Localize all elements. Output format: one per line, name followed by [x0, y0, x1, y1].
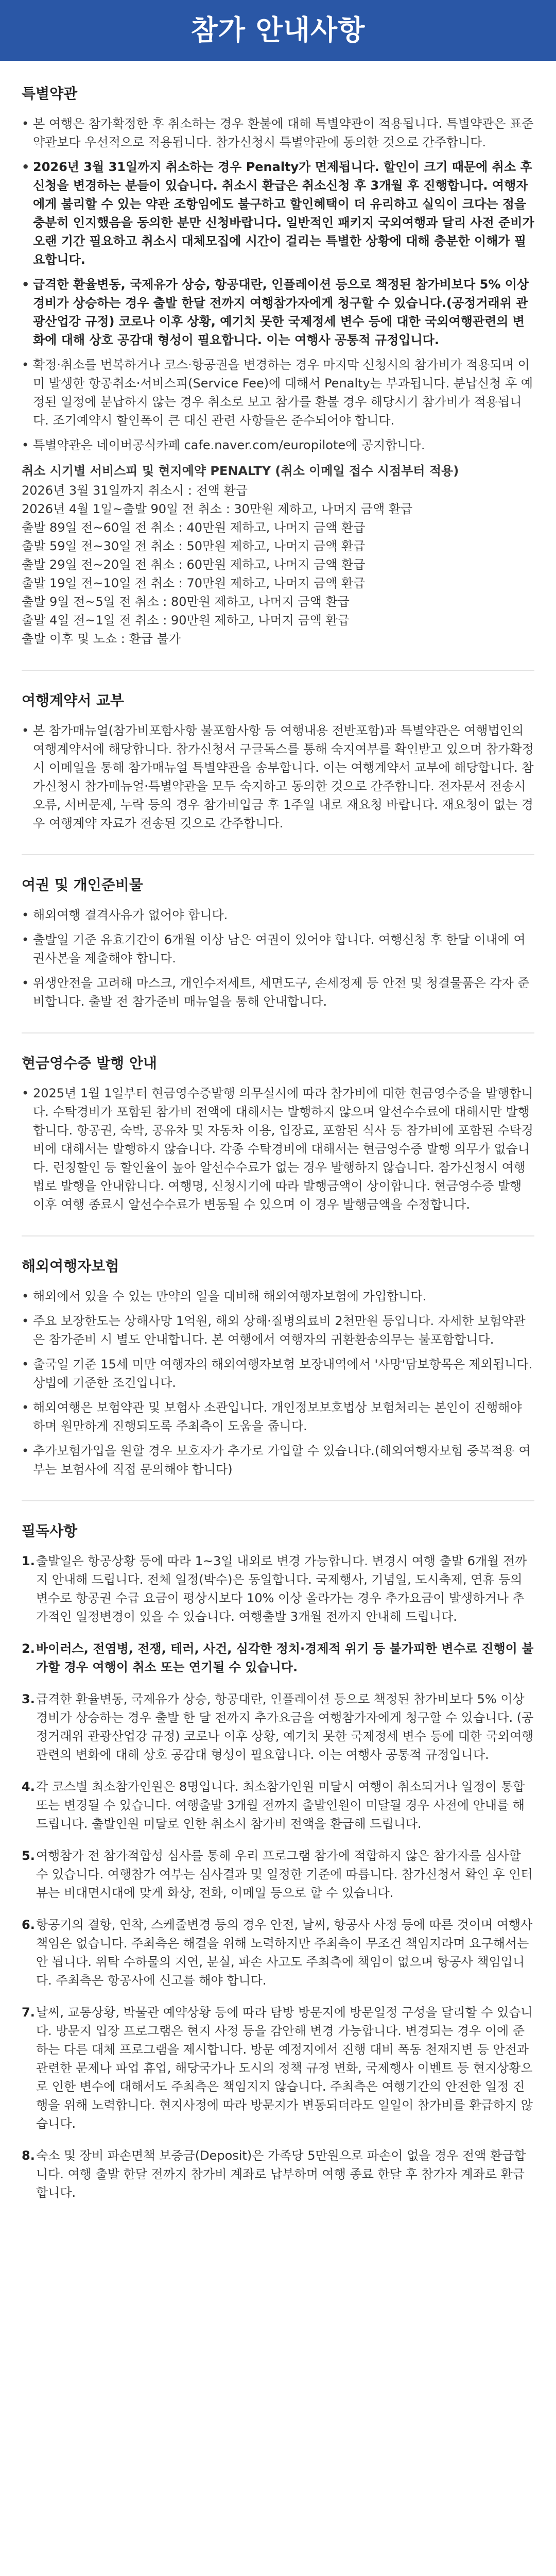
- insurance-item: • 해외에서 있을 수 있는 만약의 일을 대비해 해외여행자보험에 가입합니다.: [22, 1287, 534, 1306]
- special-terms-title: 특별약관: [22, 85, 78, 102]
- caution-item: 8. 숙소 및 장비 파손면책 보증금(Deposit)은 가족당 5만원으로 파손이 없을 경우 전액 환급합니다. 여행 출발 한달 전까지 참가비 계좌로 납부하며 여행 종료 한달 후 참가자 계좌로 환급합니다.: [22, 2148, 526, 2200]
- special-note: • 확정·취소를 번복하거나 코스·항공권을 변경하는 경우 마지막 신청시의 참가비가 적용되며 이미 발생한 항공취소·서비스피(Service Fee)에 대해서 Penalty는 부과됩니다. 분납신청 후 예정된 일정에 분납하지 않는 경우 취소로 보고 참가를 환불 경우 해당시기 참가비가 적용됩니다. 조기예약시 할인폭이 큰 대신 관련 사항들은 준수되어야 합니다.: [22, 358, 533, 428]
- contract-item: • 본 참가매뉴얼(참가비포함사항 불포함사항 등 여행내용 전반포함)과 특별약관은 여행법인의 여행계약서에 해당합니다. 참가신청서 구글독스를 통해 숙지여부를 확인받고 있으며 참가확정시 이메일을 통해 참가매뉴얼 특별약관을 송부합니다. 이는 여행계약서 교부에 해당합니다. 참가신청시 참가매뉴얼·특별약관을 모두 숙지하고 동의한 것으로 간주합니다. 전자문서 전송시 오류, 서버문제, 누락 등의 경우 참가비입금 후 1주일 내로 재요청 바랍니다. 재요청이 없는 경우 여행계약 자료가 전송된 것으로 간주합니다.: [22, 721, 534, 833]
- passport-title: 여권 및 개인준비물: [22, 876, 143, 893]
- insurance-item: • 추가보험가입을 원할 경우 보호자가 추가로 가입할 수 있습니다.(해외여행자보험 중복적용 여부는 보험사에 직접 문의해야 합니다): [22, 1442, 534, 1479]
- penalty-line: 출발 89일 전~60일 전 취소 : 40만원 제하고, 나머지 금액 환급: [22, 520, 366, 535]
- page-header: [0, 0, 556, 61]
- penalty-line: 출발 59일 전~30일 전 취소 : 50만원 제하고, 나머지 금액 환급: [22, 539, 366, 553]
- insurance-list: [22, 1287, 534, 1479]
- insurance-item: • 주요 보장한도는 상해사망 1억원, 해외 상해·질병의료비 2천만원 등입니다. 자세한 보험약관은 참가준비 시 별도 안내합니다. 본 여행에서 여행자의 귀환환송의무는 불포함합니다.: [22, 1312, 534, 1349]
- caution-title: 필독사항: [22, 1522, 78, 1539]
- caution-item: 2. 바이러스, 전염병, 전쟁, 테러, 사건, 심각한 정치·경제적 위기 등 불가피한 변수로 진행이 불가할 경우 여행이 취소 또는 연기될 수 있습니다.: [22, 1641, 534, 1674]
- caution-list: [22, 1552, 534, 2202]
- caution-item: 7. 날씨, 교통상황, 박물관 예약상황 등에 따라 탐방 방문지에 방문일정 구성을 달리할 수 있습니다. 방문지 입장 프로그램은 현지 사정 등을 감안해 변경 가능합니다. 변경되는 경우 이에 준하는 다른 대체 프로그램을 제시합니다. 방문 예정지에서 진행 대비 폭동 천재지변 등 안전과 관련한 문제나 파업 휴업, 해당국가나 도시의 정책 규정 변화, 국제행사 이벤트 등 현지상황으로 인한 변수에 대해서도 주최측은 책임지지 않습니다. 주최측은 여행기간의 안전한 일정 진행을 위해 노력합니다. 현지사정에 따라 방문지가 변동되더라도 일일이 참가비를 환급하지 않습니다.: [22, 2005, 533, 2131]
- insurance-item: • 해외여행은 보험약관 및 보험사 소관입니다. 개인정보보호법상 보험처리는 본인이 진행해야 하며 원만하게 진행되도록 주최측이 도움을 줍니다.: [22, 1398, 534, 1435]
- receipt-title: 현금영수증 발행 안내: [22, 1055, 157, 1072]
- page-title: 참가 안내사항: [190, 14, 366, 46]
- caution-item: 4. 각 코스별 최소참가인원은 8명입니다. 최소참가인원 미달시 여행이 취소되거나 일정이 통합 또는 변경될 수 있습니다. 여행출발 3개월 전까지 출발인원이 미달될 경우 사전에 안내를 해드립니다. 출발인원 미달로 인한 취소시 참가비 전액을 환급해 드립니다.: [22, 1780, 525, 1831]
- passport-item: • 출발일 기준 유효기간이 6개월 이상 남은 여권이 있어야 합니다. 여행신청 후 한달 이내에 여권사본을 제출해야 합니다.: [22, 930, 534, 968]
- contract-list: [22, 721, 534, 833]
- passport-list: [22, 906, 534, 1011]
- penalty-line: 2026년 4월 1일~출발 90일 전 취소 : 30만원 제하고, 나머지 금액 환급: [22, 502, 413, 516]
- page-content: [0, 61, 556, 2202]
- penalty-line: 출발 이후 및 노쇼 : 환급 불가: [22, 632, 181, 646]
- caution-item: 6. 항공기의 결항, 연착, 스케줄변경 등의 경우 안전, 날씨, 항공사 사정 등에 따른 것이며 여행사 책임은 없습니다. 주최측은 해결을 위해 노력하지만 주최측이 무조건 책임지라며 요구해서는 안 됩니다. 위탁 수하물의 지연, 분실, 파손 사고도 주최측에 책임이 없으며 항공사 책임입니다. 주최측은 항공사에 신고를 해야 합니다.: [22, 1918, 533, 1988]
- special-terms-item: • 2026년 3월 31일까지 취소하는 경우 Penalty가 면제됩니다. 할인이 크기 때문에 취소 후 신청을 변경하는 분들이 있습니다. 취소시 환급은 취소신청 후 3개월 후 진행합니다. 여행자에게 불리할 수 있는 약관 조항임에도 불구하고 할인혜택이 더 유리하고 실익이 크다는 점을 충분히 인지했음을 동의한 분만 신청바랍니다. 일반적인 패키지 국외여행과 달리 사전 준비가 오랜 기간 필요하고 취소시 대체모집에 시간이 걸리는 특별한 상황에 대해 충분한 이해가 필요합니다.: [22, 158, 534, 269]
- penalty-line: 2026년 3월 31일까지 취소시 : 전액 환급: [22, 483, 248, 498]
- section-divider: [22, 670, 534, 671]
- penalty-line: 출발 29일 전~20일 전 취소 : 60만원 제하고, 나머지 금액 환급: [22, 557, 366, 572]
- penalty-line: 출발 4일 전~1일 전 취소 : 90만원 제하고, 나머지 금액 환급: [22, 613, 350, 628]
- section-divider: [22, 1235, 534, 1236]
- caution-item: 1. 출발일은 항공상황 등에 따라 1~3일 내외로 변경 가능합니다. 변경시 여행 출발 6개월 전까지 안내해 드립니다. 전체 일정(박수)은 동일합니다. 국제행사, 기념일, 도시축제, 연휴 등의 변수로 항공권 수급 요금이 평상시보다 10% 이상 올라가는 경우 추가요금이 발생하거나 추가적인 일정변경이 있을 수 있습니다. 여행출발 3개월 전까지 안내해 드립니다.: [22, 1554, 527, 1624]
- section-divider: [22, 1032, 534, 1033]
- contract-title: 여행계약서 교부: [22, 692, 125, 709]
- caution-item: 5. 여행참가 전 참가적합성 심사를 통해 우리 프로그램 참가에 적합하지 않은 참가자를 심사할 수 있습니다. 여행참가 여부는 심사결과 및 일정한 기준에 따릅니다. 참가신청서 확인 후 인터뷰는 비대면시대에 맞게 화상, 전화, 이메일 등으로 할 수 있습니다.: [22, 1849, 533, 1900]
- receipt-item: • 2025년 1월 1일부터 현금영수증발행 의무실시에 따라 참가비에 대한 현금영수증을 발행합니다. 수탁경비가 포함된 참가비 전액에 대해서는 발행하지 않으며 알선수수료에 대해서만 발행합니다. 항공권, 숙박, 공유차 및 자동차 이용, 입장료, 포함된 식사 등 참가비에 포함된 수탁경비에 대해서는 발행하지 않습니다. 각종 수탁경비에 대해서는 현금영수증 발행 의무가 없습니다. 런칭할인 등 할인율이 높아 알선수수료가 없는 경우 발행하지 않습니다. 참가신청시 여행법로 발행을 안내합니다. 여행명, 신청시기에 따라 발행금액이 상이합니다. 현금영수증 발행 이후 여행 종료시 알선수수료가 변동될 수 있으며 이 경우 발행금액을 수정합니다.: [22, 1084, 534, 1214]
- section-divider: [22, 1500, 534, 1501]
- caution-item: 3. 급격한 환율변동, 국제유가 상승, 항공대란, 인플레이션 등으로 책정된 참가비보다 5% 이상 경비가 상승하는 경우 출발 한 달 전까지 추가요금을 여행참가자에게 청구할 수 있습니다. (공정거래위 관광산업강 규정) 코로나 이후 상황, 예기치 못한 국제정세 변수 등에 대한 국외여행관련의 변화에 대해 상호 공감대 형성이 필요합니다. 이는 여행사 공통적 규정입니다.: [22, 1692, 534, 1762]
- penalty-line: 출발 9일 전~5일 전 취소 : 80만원 제하고, 나머지 금액 환급: [22, 595, 350, 609]
- receipt-list: [22, 1084, 534, 1214]
- penalty-title: 취소 시기별 서비스피 및 현지예약 PENALTY (취소 이메일 접수 시점부터 적용): [22, 464, 459, 478]
- penalty-line: 출발 19일 전~10일 전 취소 : 70만원 제하고, 나머지 금액 환급: [22, 576, 366, 590]
- passport-item: • 위생안전을 고려해 마스크, 개인수저세트, 세면도구, 손세정제 등 안전 및 청결물품은 각자 준비합니다. 출발 전 참가준비 매뉴얼을 통해 안내합니다.: [22, 974, 534, 1011]
- special-terms-item: • 급격한 환율변동, 국제유가 상승, 항공대란, 인플레이션 등으로 책정된 참가비보다 5% 이상 경비가 상승하는 경우 출발 한달 전까지 여행참가자에게 청구할 수 있습니다.(공정거래위 관광산업강 규정) 코로나 이후 상황, 예기치 못한 국제정세 변수 등에 대한 국외여행관련의 변화에 대해 상호 공감대 형성이 필요합니다. 이는 여행사 공통적 규정입니다.: [22, 275, 534, 349]
- passport-item: • 해외여행 결격사유가 없어야 합니다.: [22, 906, 534, 924]
- insurance-title: 해외여행자보험: [22, 1258, 119, 1275]
- penalty-schedule: [22, 481, 534, 648]
- special-terms-item: • 본 여행은 참가확정한 후 취소하는 경우 환불에 대해 특별약관이 적용됩니다. 특별약관은 표준약관보다 우선적으로 적용됩니다. 참가신청시 특별약관에 동의한 것으로 간주합니다.: [22, 114, 534, 151]
- special-note: • 특별약관은 네이버공식카페 cafe.naver.com/europilote에 공지합니다.: [22, 438, 425, 452]
- insurance-item: • 출국일 기준 15세 미만 여행자의 해외여행자보험 보장내역에서 '사망'담보항목은 제외됩니다. 상법에 기준한 조건입니다.: [22, 1355, 534, 1392]
- special-terms-list: [22, 114, 534, 349]
- section-divider: [22, 854, 534, 855]
